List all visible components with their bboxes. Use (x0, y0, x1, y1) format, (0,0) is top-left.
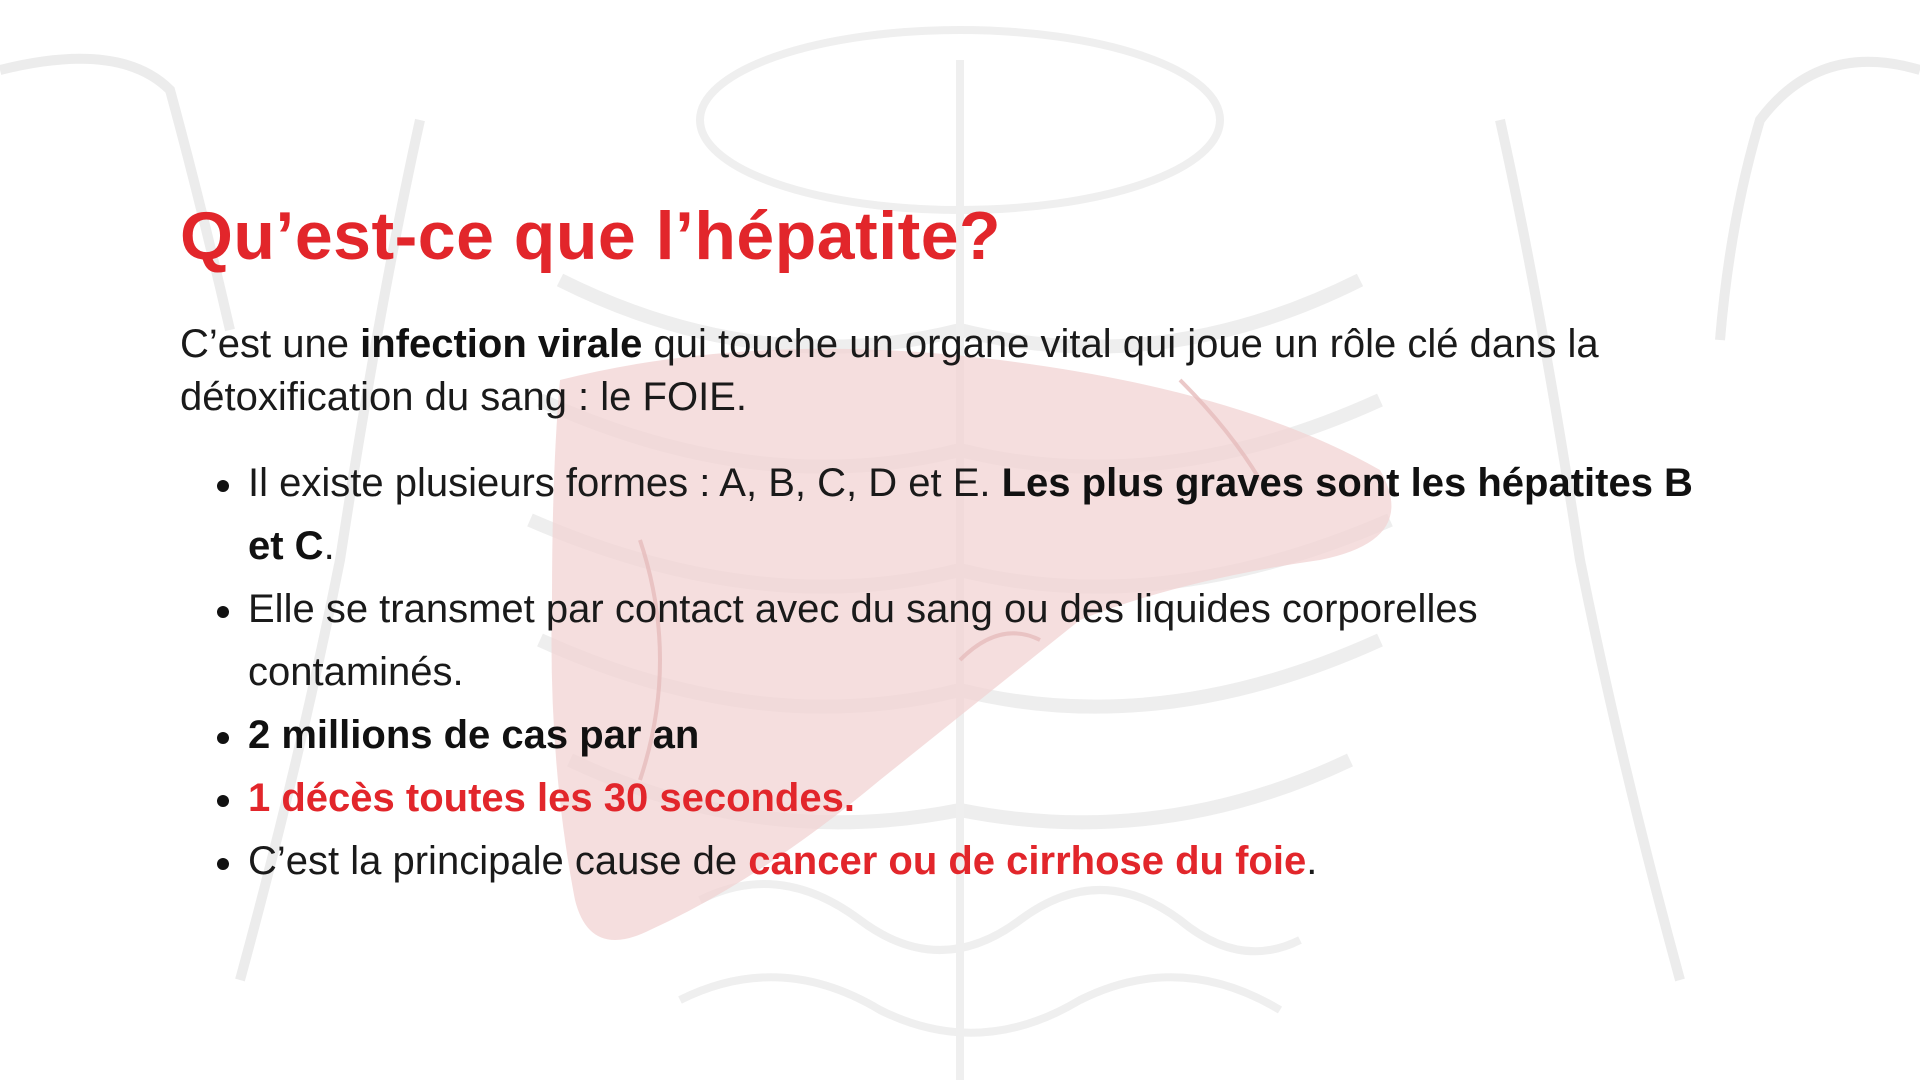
bullet-text: Il existe plusieurs formes : A, B, C, D et E. (248, 461, 1002, 505)
intro-highlight: infection virale (360, 322, 643, 366)
bullet-bold-text: Les plus graves sont les hépatites B et C (248, 461, 1693, 568)
bullet-text-end: . (1306, 839, 1318, 883)
bullet-text: Elle se transmet par contact avec du sang ou des liquides corporelles contaminés. (248, 587, 1478, 694)
bullet-item-forms (180, 452, 1700, 578)
bullet-text-end: . (323, 524, 335, 568)
bullet-bold-text: 2 millions de cas par an (248, 713, 700, 757)
bullet-text: C’est la principale cause de (248, 839, 749, 883)
bullet-red-text: cancer ou de cirrhose du foie (748, 839, 1307, 883)
bullet-item-deaths (180, 767, 1700, 830)
bullet-list (180, 452, 1700, 893)
bullet-dot-icon (217, 732, 229, 744)
intro-paragraph (180, 318, 1760, 424)
bullet-dot-icon (217, 606, 229, 618)
bullet-dot-icon (217, 795, 229, 807)
bullet-red-text: 1 décès toutes les 30 secondes. (248, 776, 855, 820)
intro-text-start: C’est une (180, 322, 361, 366)
bullet-item-cases (180, 704, 1700, 767)
bullet-item-transmission (180, 578, 1700, 704)
bullet-dot-icon (217, 480, 229, 492)
bullet-item-cause (180, 830, 1700, 893)
bullet-dot-icon (217, 858, 229, 870)
intro-text-end: qui touche un organe vital qui joue un rôle clé dans la détoxification du sang : le FOIE. (180, 322, 1599, 419)
slide-title: Qu’est-ce que l’hépatite? (180, 198, 1002, 274)
